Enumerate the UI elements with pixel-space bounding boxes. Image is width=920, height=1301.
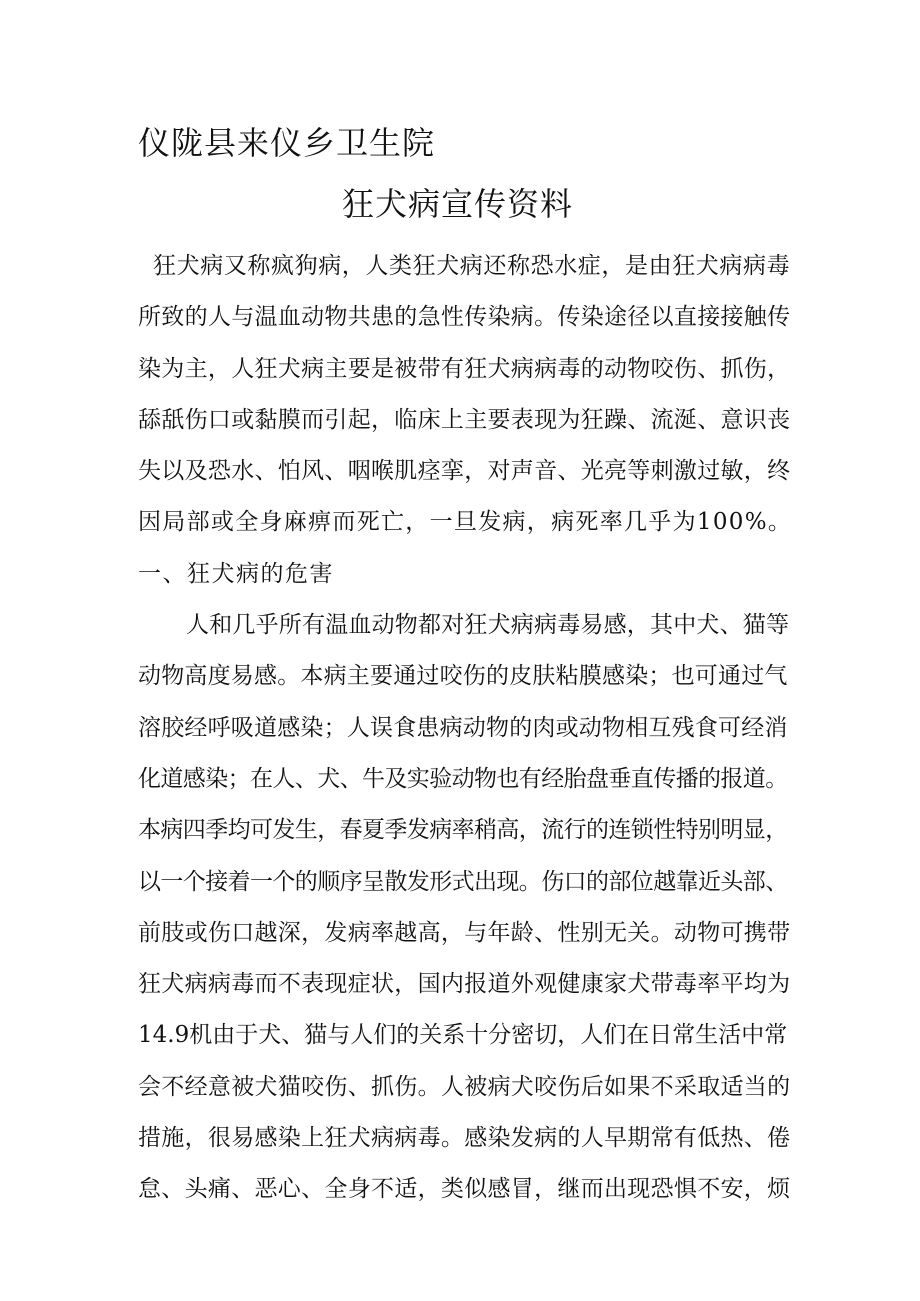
section-heading: 一、狂犬病的危害 xyxy=(138,561,334,587)
section1-line: 前肢或伤口越深，发病率越高，与年龄、性别无关。动物可携带 xyxy=(138,920,791,946)
intro-line: 染为主，人狂犬病主要是被带有狂犬病病毒的动物咬伤、抓伤， xyxy=(138,356,791,382)
intro-line: 舔舐伤口或黏膜而引起，临床上主要表现为狂躁、流涎、意识丧 xyxy=(138,407,791,433)
section1-line: 14.9机由于犬、猫与人们的关系十分密切，人们在日常生活中常 xyxy=(138,1022,788,1048)
intro-line: 因局部或全身麻痹而死亡，一旦发病，病死率几乎为100%。 xyxy=(138,509,793,535)
section1-line: 措施，很易感染上狂犬病病毒。感染发病的人早期常有低热、倦 xyxy=(138,1125,791,1151)
section1-line: 动物高度易感。本病主要通过咬伤的皮肤粘膜感染；也可通过气 xyxy=(138,663,788,689)
section1-line: 人和几乎所有温血动物都对狂犬病病毒易感，其中犬、猫等 xyxy=(186,612,790,638)
section1-line: 狂犬病病毒而不表现症状，国内报道外观健康家犬带毒率平均为 xyxy=(138,971,791,997)
intro-line: 狂犬病又称疯狗病，人类狂犬病还称恐水症，是由狂犬病病毒 xyxy=(153,253,791,279)
section1-line: 会不经意被犬猫咬伤、抓伤。人被病犬咬伤后如果不采取适当的 xyxy=(138,1074,791,1100)
section1-line: 以一个接着一个的顺序呈散发形式出现。伤口的部位越靠近头部、 xyxy=(138,869,788,895)
section1-line: 化道感染；在人、犬、牛及实验动物也有经胎盘垂直传播的报道。 xyxy=(138,766,788,792)
section1-line: 怠、头痛、恶心、全身不适，类似感冒，继而出现恐惧不安，烦 xyxy=(138,1176,791,1202)
organization-name: 仪陇县来仪乡卫生院 xyxy=(138,124,436,162)
section1-line: 溶胶经呼吸道感染；人误食患病动物的肉或动物相互残食可经消 xyxy=(138,715,788,741)
section1-line: 本病四季均可发生，春夏季发病率稍高，流行的连锁性特别明显， xyxy=(138,817,788,843)
intro-line: 失以及恐水、怕风、咽喉肌痉挛，对声音、光亮等刺激过敏，终 xyxy=(138,458,791,484)
intro-line: 所致的人与温血动物共患的急性传染病。传染途径以直接接触传 xyxy=(138,304,791,330)
document-title: 狂犬病宣传资料 xyxy=(342,185,574,223)
